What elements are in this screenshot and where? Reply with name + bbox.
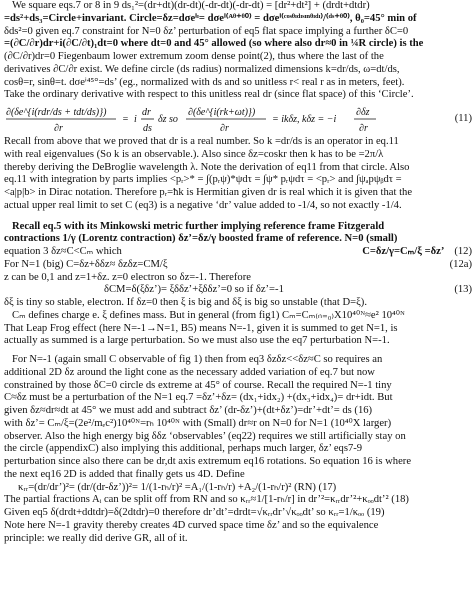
text-line: with real eigenvalues (So k is an observable.). Also since δz=coskr then k has to be =2π/λ — [4, 148, 384, 160]
svg-text:∂r: ∂r — [359, 123, 368, 134]
text-line: (∂C/∂r)dr=0 Fiegenbaum lower extremum zoom dense point(2), thus where the last of the — [4, 51, 384, 62]
text-line: That Leap Frog effect (here N=-1→N=1, B5) means N=-1, given it is summed to get N=1, is — [4, 322, 398, 334]
svg-text:∂(δe^{i(rk+ωt)}): ∂(δe^{i(rk+ωt)}) — [188, 107, 256, 118]
text-line: C≈δz must be a perturbation of the N=1 eq.7 =δz’+δz= (dx₁+idx₂) +(dx₃+idx₄)= dr+idt. But — [4, 392, 393, 404]
text-line: For N=-1 (again small C observable of fig 1) then from eq3 δzδz<<δz≈C so requires an — [12, 354, 383, 365]
heading-line: Recall eq.5 with its Minkowski metric further implying reference frame Fitzgerald — [12, 220, 385, 232]
text-line — [4, 284, 472, 297]
text-line: the next eq16 2D is added that finally gets us 4D. Define — [4, 468, 245, 480]
text-line: perturbation since also there can be dr,dt axis extremum eq16 rotations. So equation 16 is where — [4, 456, 412, 467]
equation-11 — [4, 102, 472, 136]
equation-18: The partial fractions Aᵢ can be split off from RN and so κᵣᵣ≈1/[1-rₕ/r] in dr’²=κᵣᵣdr’²+κₒₒdt’² (18) — [4, 494, 409, 506]
svg-text:∂r: ∂r — [54, 123, 63, 134]
text-line: with δz’= Cₘ/ξ=(2e²/mₑc²)10⁴⁰ᴺ=rₕ 10⁴⁰ᴺ with (Small) dr≈r on N=0 for N=1 (10⁴⁰X larger) — [4, 417, 392, 429]
text-segment: equation 3 δz≈C<Cₘ which — [4, 246, 122, 257]
text-line: additional 2D δz around the light cone as the necessary added variation of eq.7 but now — [4, 366, 375, 378]
text-line: δξ is tiny so stable, electron. If δz=0 then ξ is big and δξ is big so unstable (that D=ξ). — [4, 297, 367, 308]
text-line: We square eqs.7 or 8 in 9 ds₁²=(dr+dt)(dr-dt)(-dr-dt)(-dr-dt) = [dr²+dt²] + (drdt+dtdr) — [12, 0, 370, 11]
text-line: δds²=0 given eq.7 constraint for N=0 δz’ perturbation of eq5 flat space implying a further δC=0 — [4, 25, 409, 37]
text-line: principle: we really did derive GR, all of it. — [4, 532, 188, 544]
text-line: thereby deriving the DeBroglie wavelength λ. Note the derivation of eq11 from that circle. Also — [4, 161, 410, 173]
text-line: Cₘ defines charge e. ξ defines mass. But in general (from fig1) Cₘ=Cₘ₍ₙ₌₀₎X10⁴⁰ᴺ≈e² 10⁴⁰ᴺ — [12, 309, 405, 321]
text-line: derivatives ∂C/∂r exist. We define circle (ds radius) normalized dimensions k=dr/ds, ω=dt/ds, — [4, 63, 400, 75]
text-line: =ds²+ds₃=Circle+invariant. Circle=δz=dσeⁱᶦ= dσeⁱ⁽ᴬᶿ⁺ᶿ⁰⁾ = dσeⁱ⁽ᶜᵒˢᶿᶦᵈᶦˢᶦⁿᶿᶦᵈᶦ⁾/⁽ᵈˢ⁺ᶿ⁰⁾, θ₀=45° min of — [4, 12, 417, 24]
svg-text:∂r: ∂r — [220, 123, 229, 134]
svg-text:δz so: δz so — [158, 114, 178, 125]
text-line: Note here N=-1 gravity thereby creates 4D curved space time δz’ and so the equivalence — [4, 519, 379, 531]
svg-text:ds: ds — [143, 123, 152, 134]
text-line: given δz≈dr≈dt at 45° we must add and subtract δz’ (dr-δz’)+(dt+δz’)=dr’+dt’= ds (16) — [4, 405, 373, 416]
text-line: <a|p|b> in Dirac notation. Therefore pᵣ=ħk is Hermitian given dr is real which it is given that the — [4, 187, 413, 198]
section-heading — [4, 221, 472, 247]
text-line: the circle (appendixC) also implying this additional, perhaps much larger, δz’ eqs7-9 — [4, 443, 363, 455]
heading-line: contractions 1/γ (Lorentz contraction) δz’=δz/γ boosted frame of reference. N=0 (small) — [4, 233, 398, 245]
svg-text:dr: dr — [142, 107, 151, 118]
svg-text:∂(δe^{i(rdr/ds + tdt/ds)}): ∂(δe^{i(rdr/ds + tdt/ds)}) — [6, 107, 107, 118]
text-segment: For N=1 (big) C=δz+δδz≈ δzδz=CM/ξ — [4, 258, 168, 270]
text-line: z can be 0,1 and z=1+δz. z=0 electron so δz=-1. Therefore — [4, 271, 251, 283]
text-line: Recall from above that we proved that dr is a real number. So k =dr/ds is an operator in eq.11 — [4, 136, 399, 147]
text-line: =(∂C/∂r)dr+i(∂C/∂t)₁dt=0 where dt=0 and 45° allowed (so where also dr≈0 in ¼R circle) is the — [4, 38, 424, 50]
equation-19: Given eq5 δ(drdt+ddtdr)=δ(2dtdr)=0 therefore dr’dt’=drdt=√κᵣᵣdr’√κₒₒdt’ so κᵣᵣ=1/κₒₒ (19) — [4, 507, 385, 518]
text-line: cosθ=r, sinθ=t. dσeⁱ⁴⁵°=ds’ (eg., normalized with ds and so unitless r< real r as in meters, feet). — [4, 76, 405, 88]
paragraph-hermitian — [4, 136, 472, 213]
text-line: actually as summed is a large perturbation. So we must also use the eq7 perturbation N=-1. — [4, 335, 390, 347]
svg-text:∂δz: ∂δz — [356, 107, 370, 118]
equation-number: (13) — [454, 284, 472, 296]
text-line: actual upper real limit to set C (eq3) is a negative ‘dr’ value added to -1/4, so not exactly -1/4. — [4, 199, 402, 211]
equation-17: κᵣᵣ=(dr/dr’)²= (dr/(dr-δz’))²= 1/(1-rₕ/r)² =A₁/(1-rₕ/r) +A₂/(1-rₕ/r)² (RN) (17) — [18, 481, 337, 493]
text-line — [4, 259, 472, 272]
text-line: observer. Also the high energy big δδz ‘observables’ (eq22) requires we still artificially stay on — [4, 430, 406, 442]
svg-text:= ikδz, kδz = −i: = ikδz, kδz = −i — [272, 114, 337, 125]
text-line — [4, 246, 472, 259]
svg-text:i: i — [134, 114, 137, 125]
paragraph-gravity — [4, 354, 472, 545]
equation-number: (12a) — [449, 258, 472, 270]
equation-number: (11) — [454, 112, 472, 124]
text-line: eq.11 with integration by parts implies <pᵣ>* = ∫(pᵣψ)*ψdτ = ∫ψ* pᵣψdτ = <pᵣ> and ∫ψₐpψᵦdτ = — [4, 174, 402, 186]
equation-12: C=δz/γ=Cₘ/ξ =δz’ — [362, 246, 445, 257]
equation-number: (12) — [454, 246, 472, 257]
equation-11-formula — [4, 102, 424, 136]
paragraph-circle-derivation — [4, 0, 472, 102]
svg-text:=: = — [122, 114, 129, 125]
text-line: constrained by those δC=0 circle ds extreme at 45° of course. Recall the required N=-1 tiny — [4, 379, 392, 391]
paragraph-lorentz — [4, 246, 472, 348]
equation-13: δCM=δ(ξδz’)= ξδδz’+ξδδz’=0 so if δz’=-1 — [104, 284, 284, 296]
text-line: Take the ordinary derivative with respect to this unitless real dr (since flat space) of this ‘Circle’. — [4, 89, 414, 101]
